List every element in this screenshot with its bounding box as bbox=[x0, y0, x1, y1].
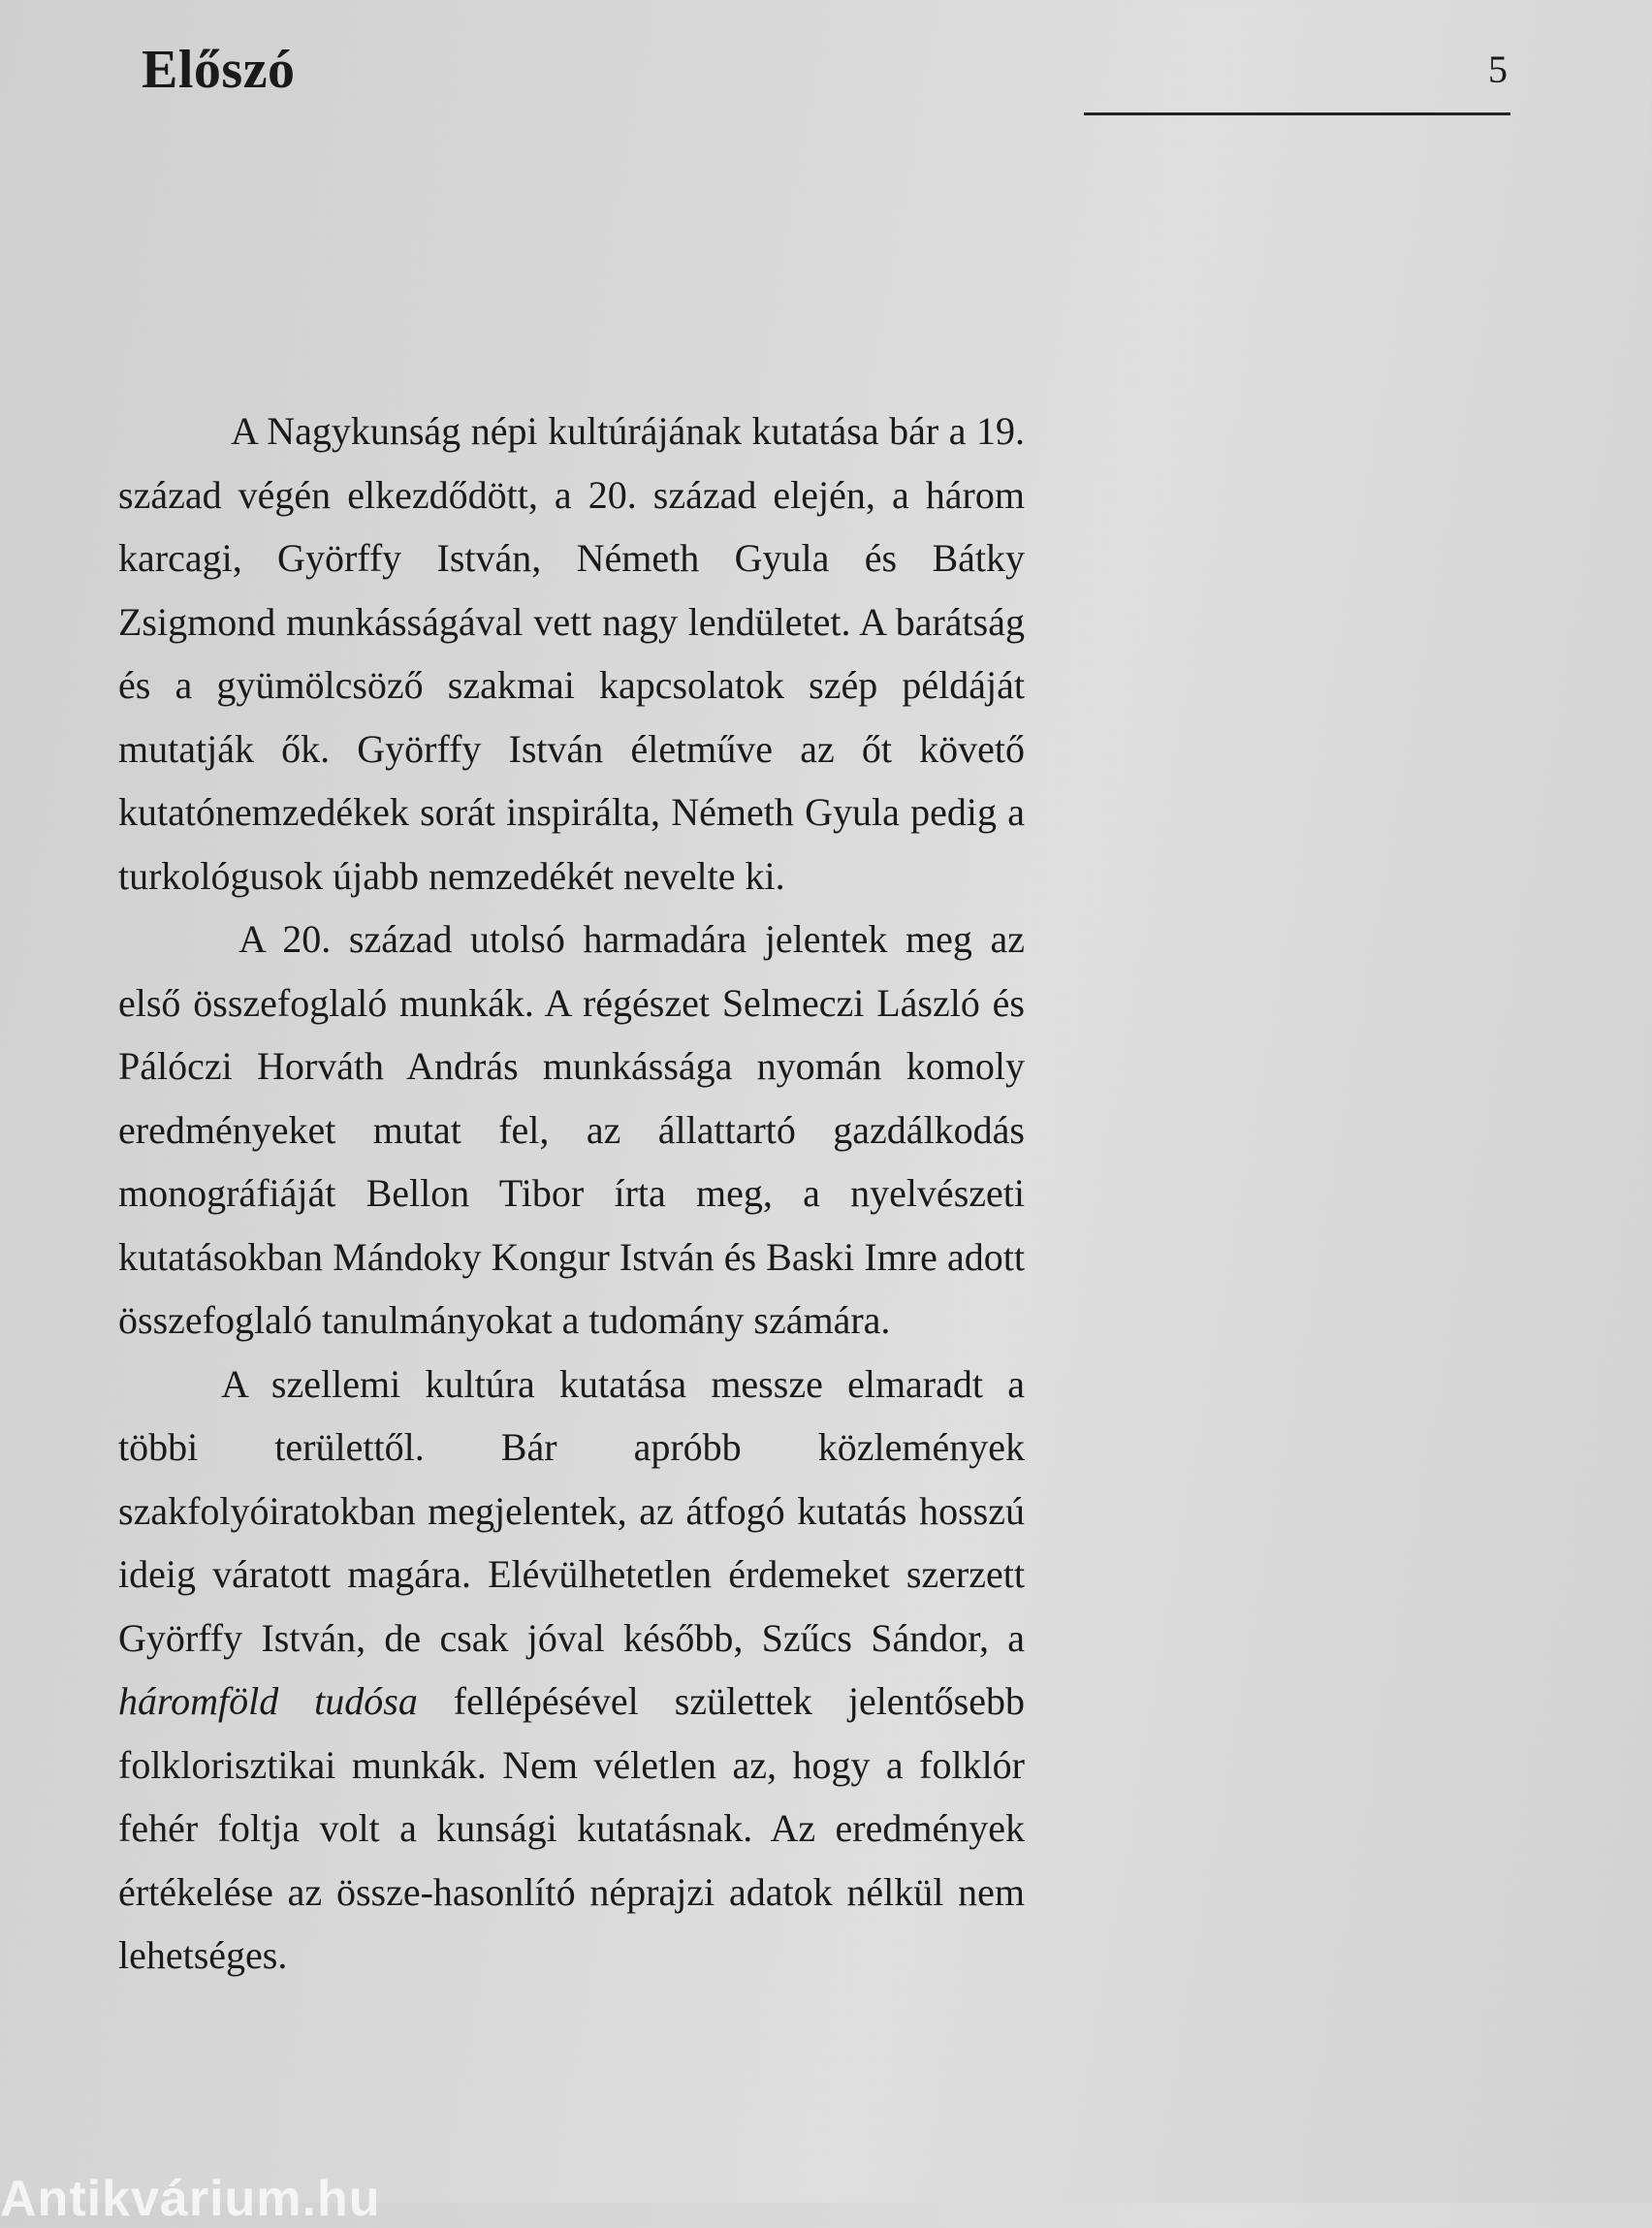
paragraph-3-part-1: A szellemi kultúra kutatása messze elmaradt a többi területtől. Bár apróbb közlemények szakfolyóiratokban megjelentek, az átfogó kutatás hosszú ideig váratott magára. Elévülhetetlen érdemeket szerzett Györffy István, de csak jóval később, Szűcs Sándor, a bbox=[118, 1361, 1025, 1660]
paragraph-2: A 20. század utolsó harmadára jelentek meg az első összefoglaló munkák. A régészet Selmeczi László és Pálóczi Horváth András munkássága nyomán komoly eredményeket mutat fel, az állattartó gazdálkodás monográfiáját Bellon Tibor írta meg, a nyelvészeti kutatásokban Mándoky Kongur István és Baski Imre adott összefoglaló tanulmányokat a tudomány számára. bbox=[118, 917, 1025, 1342]
page-number: 5 bbox=[1488, 48, 1508, 91]
chapter-title: Előszó bbox=[142, 40, 296, 100]
italic-phrase: háromföld tudósa bbox=[118, 1679, 418, 1723]
header-rule bbox=[1084, 112, 1510, 115]
paragraph-3-part-2: fellépésével születtek jelentősebb folklorisztikai munkák. Nem véletlen az, hogy a folklór fehér foltja volt a kunsági kutatásnak. Az eredmények értékelése az össze-hasonlító néprajzi adatok nélkül nem lehetséges. bbox=[118, 1679, 1025, 1977]
paragraph-3 bbox=[118, 1353, 1025, 1988]
paragraph-1: A Nagykunság népi kultúrájának kutatása bár a 19. század végén elkezdődött, a 20. század elején, a három karcagi, Györffy István, Németh Gyula és Bátky Zsigmond munkásságával vett nagy lendületet. A barátság és a gyümölcsöző szakmai kapcsolatok szép példáját mutatják ők. Györffy István életműve az őt követő kutatónemzedékek sorát inspirálta, Németh Gyula pedig a turkológusok újabb nemzedékét nevelte ki. bbox=[118, 409, 1025, 898]
watermark: Antikvárium.hu bbox=[0, 2171, 381, 2227]
body-text bbox=[118, 399, 1025, 1988]
